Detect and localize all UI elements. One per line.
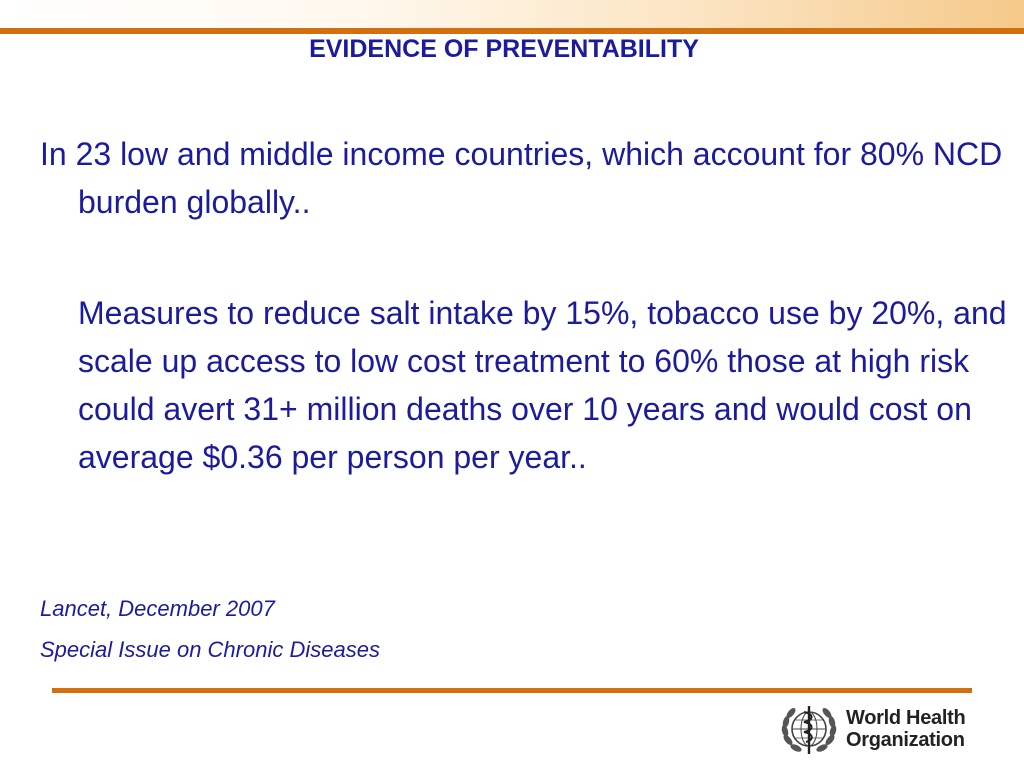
who-logo [778,698,968,760]
header-gradient-band [0,0,1024,28]
body-paragraph-intro: In 23 low and middle income countries, which account for 80% NCD burden globally.. [40,136,1003,220]
who-wordmark-line-2: Organization [846,729,965,751]
who-wordmark-line-1: World Health [846,707,966,729]
who-emblem-icon [778,698,840,760]
who-wordmark [846,707,965,751]
body-paragraph-measures: Measures to reduce salt intake by 15%, tobacco use by 20%, and scale up access to low cost treatment to 60% those at high risk could avert 31+ million deaths over 10 years and would cost on average $0.36 per person per year.. [78,295,1007,475]
citation-issue: Special Issue on Chronic Diseases [40,637,380,662]
citation-source: Lancet, December 2007 [40,596,275,621]
footer-rule [52,688,972,693]
slide-title: EVIDENCE OF PREVENTABILITY [309,35,699,63]
